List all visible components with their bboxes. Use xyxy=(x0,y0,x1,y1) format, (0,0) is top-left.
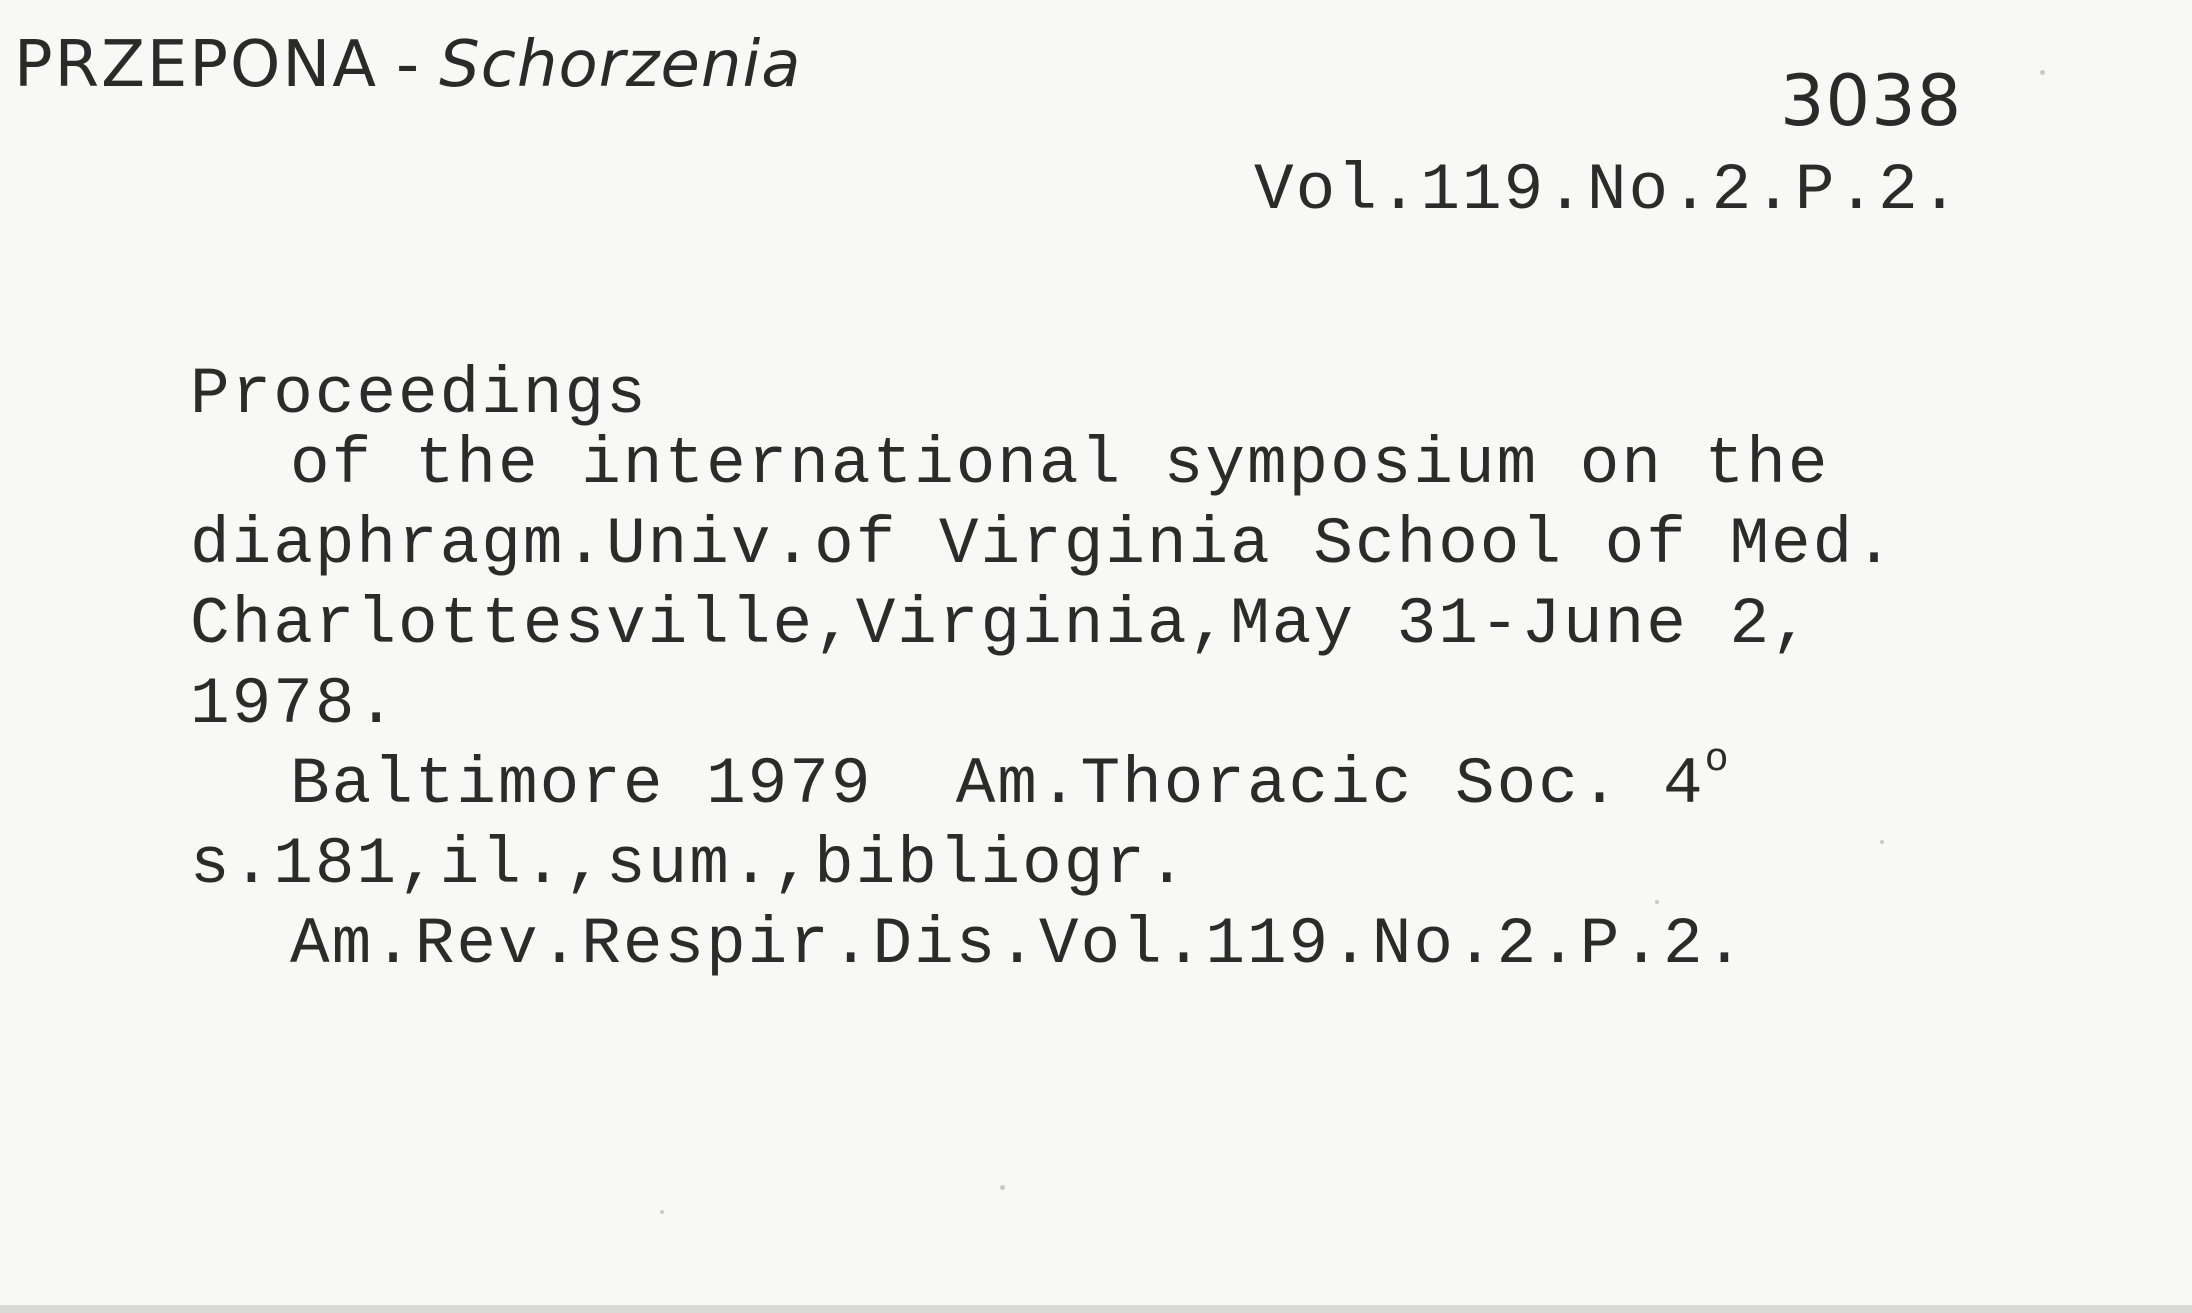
paper-speck xyxy=(1655,900,1659,904)
conference-place-date-line: Charlottesville,Virginia,May 31-June 2, xyxy=(190,587,1813,662)
subject-subheading: Schorzenia xyxy=(439,28,802,102)
title-line: Proceedings xyxy=(190,357,648,432)
subject-heading xyxy=(14,28,801,102)
title-continuation-line: diaphragm.Univ.of Virginia School of Med. xyxy=(190,507,1896,582)
paper-speck xyxy=(1880,840,1884,844)
format-superscript: o xyxy=(1704,738,1731,783)
volume-reference: Vol.119.No.2.P.2. xyxy=(1254,153,1962,228)
imprint-text: Baltimore 1979 Am.Thoracic Soc. 4 xyxy=(290,747,1705,822)
subject-main: PRZEPONA xyxy=(14,28,378,102)
imprint-line xyxy=(290,738,1731,822)
paper-speck xyxy=(1000,1185,1005,1190)
paper-speck xyxy=(660,1210,664,1214)
subject-dash: - xyxy=(395,28,422,102)
card-bottom-edge xyxy=(0,1305,2192,1313)
collation-line: s.181,il.,sum.,bibliogr. xyxy=(190,827,1189,902)
paper-speck xyxy=(2040,70,2045,75)
title-continuation-line: of the international symposium on the xyxy=(290,427,1830,502)
card-number: 3038 xyxy=(1780,60,1963,142)
conference-year-line: 1978. xyxy=(190,667,399,742)
series-line: Am.Rev.Respir.Dis.Vol.119.No.2.P.2. xyxy=(290,907,1747,982)
